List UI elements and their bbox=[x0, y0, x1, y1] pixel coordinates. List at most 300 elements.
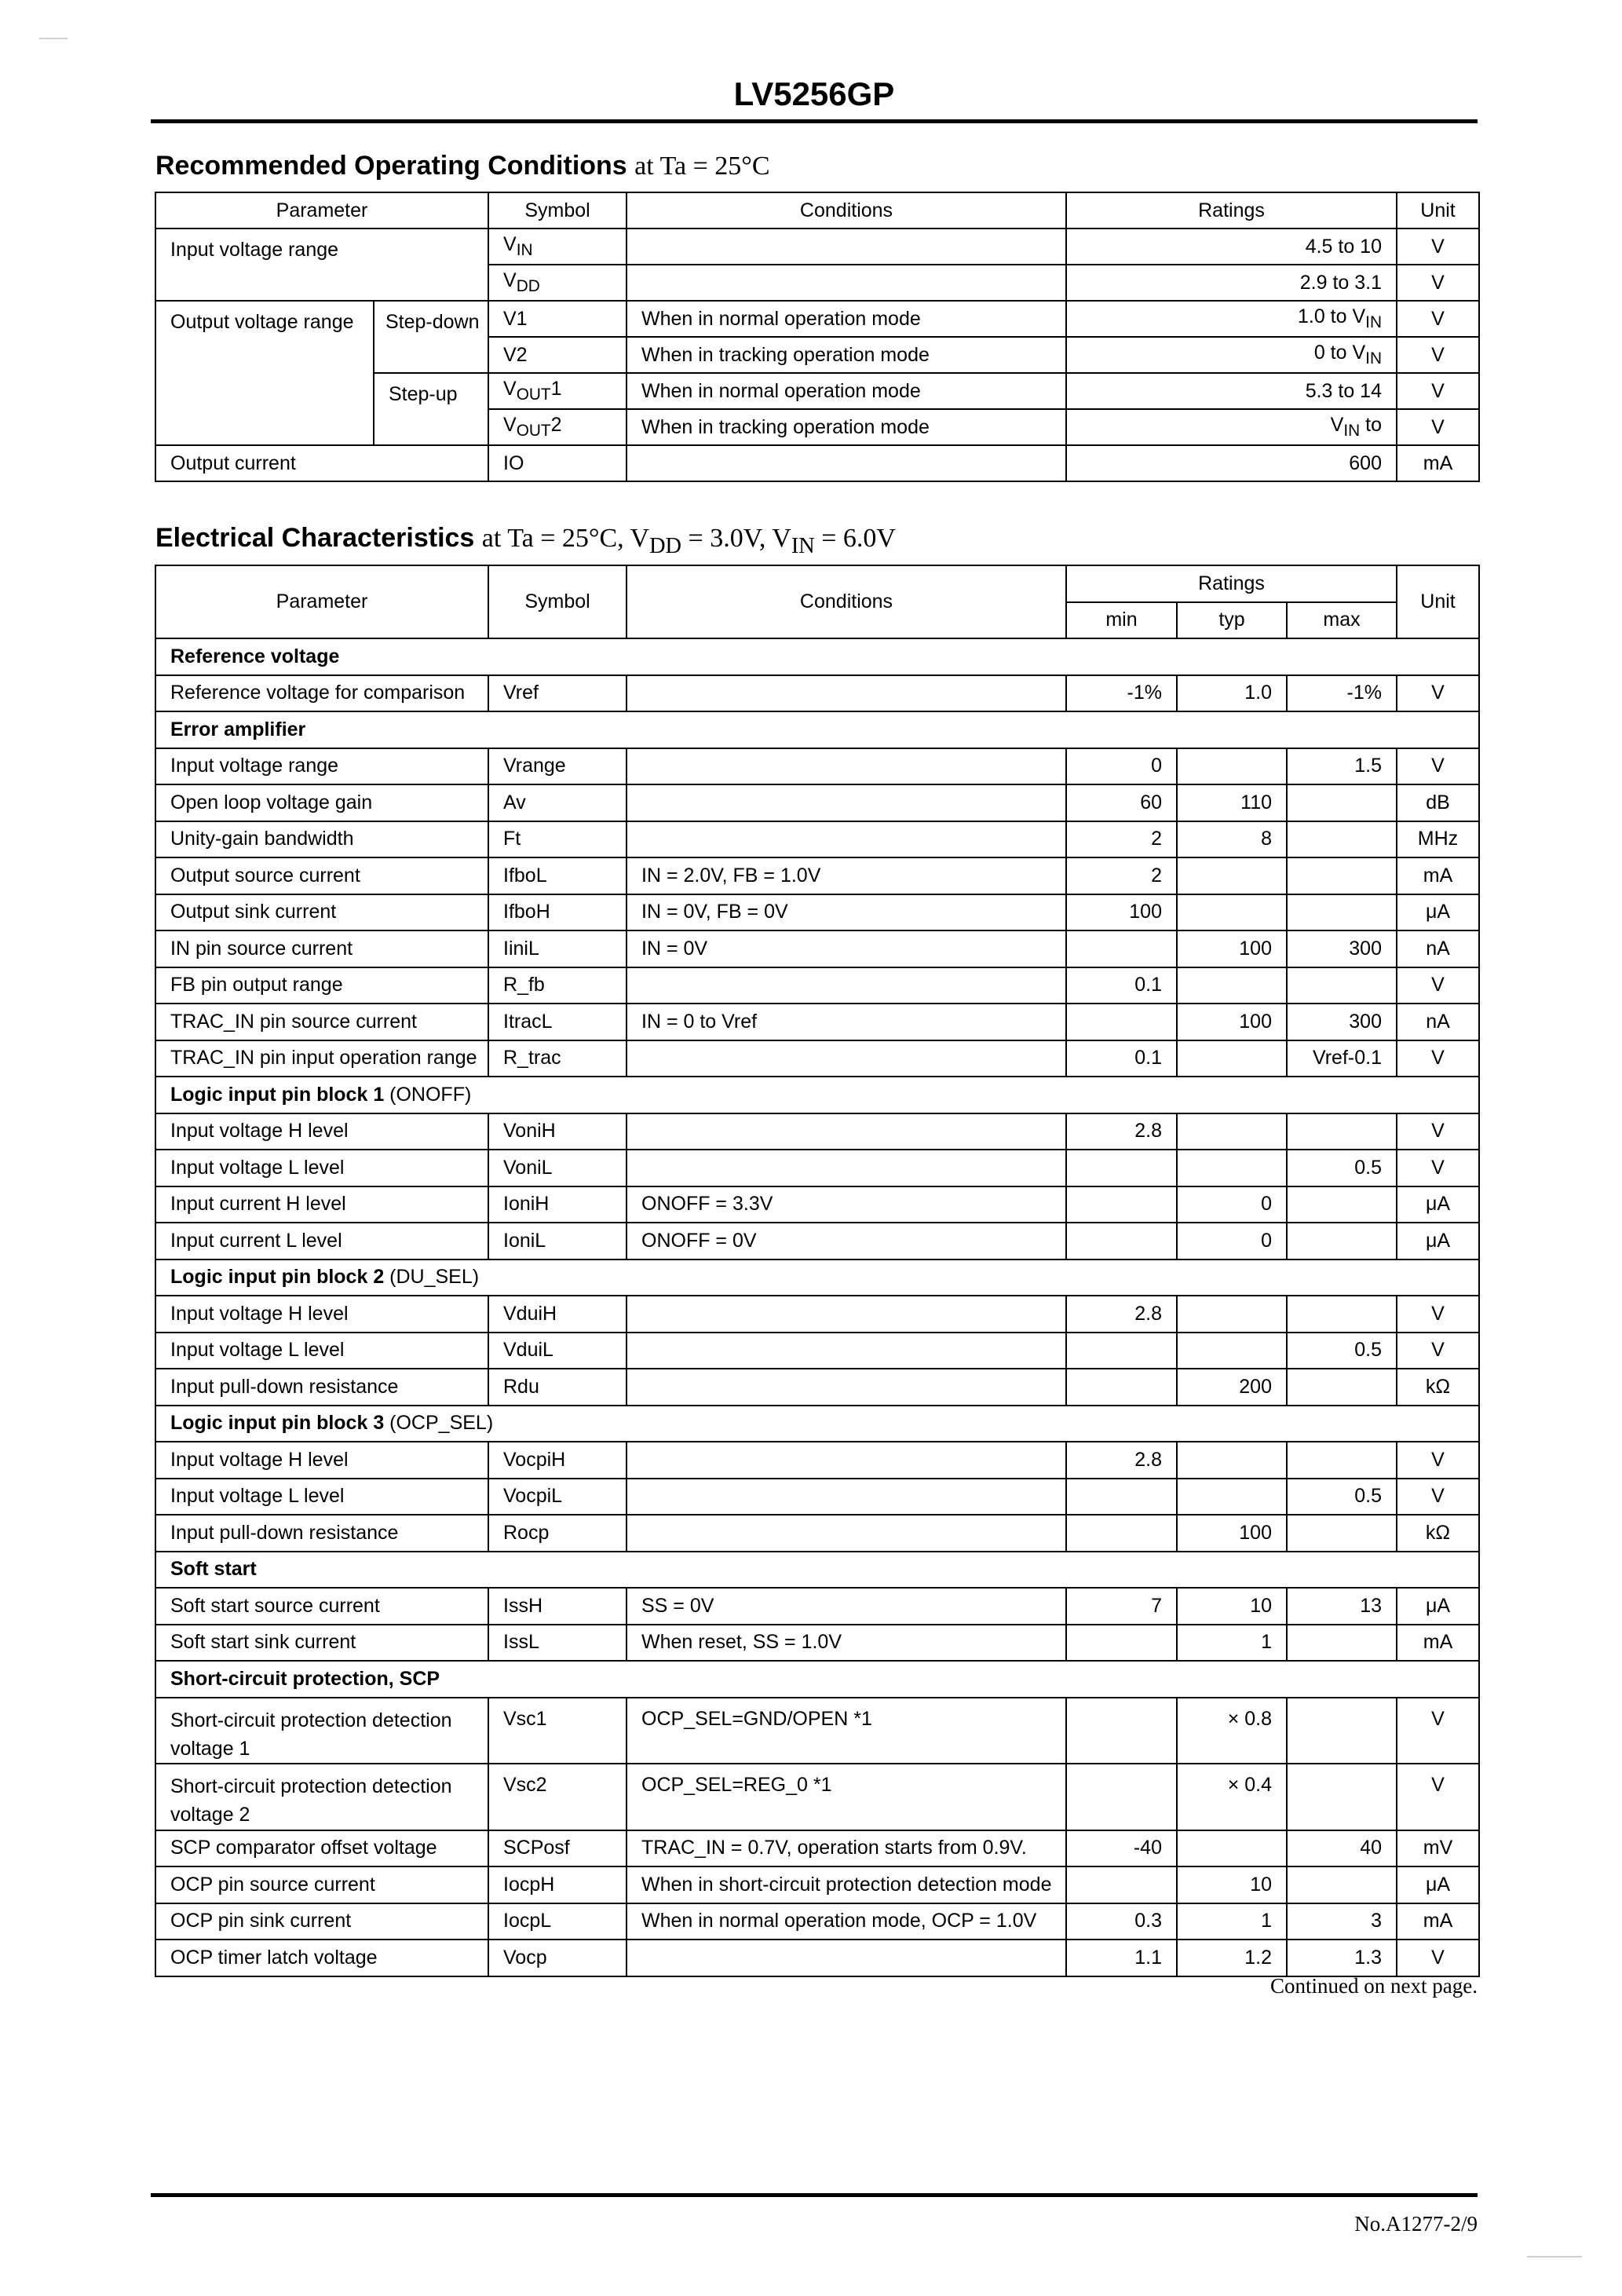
category-text: Logic input pin block 2 bbox=[170, 1266, 385, 1289]
table-row bbox=[155, 1479, 1479, 1515]
unit-cell: V bbox=[1397, 1333, 1479, 1369]
min-cell: 2.8 bbox=[1066, 1296, 1177, 1333]
min-cell: 1.1 bbox=[1066, 1940, 1177, 1976]
header-unit: Unit bbox=[1397, 192, 1479, 229]
min-cell bbox=[1066, 1369, 1177, 1406]
category-row-logic-block-3 bbox=[155, 1406, 1479, 1442]
typ-cell: 200 bbox=[1177, 1369, 1287, 1406]
unit-cell: mA bbox=[1397, 1903, 1479, 1940]
symbol-cell: VocpiL bbox=[488, 1479, 627, 1515]
param-cell: Soft start sink current bbox=[155, 1625, 488, 1662]
conditions-cell bbox=[627, 784, 1066, 821]
category-label bbox=[155, 1260, 1479, 1296]
header-symbol: Symbol bbox=[488, 565, 627, 638]
unit-cell: MHz bbox=[1397, 821, 1479, 858]
conditions-cell bbox=[627, 265, 1066, 301]
min-cell: 100 bbox=[1066, 894, 1177, 931]
unit-cell: V bbox=[1397, 1040, 1479, 1077]
table-row bbox=[155, 1764, 1479, 1830]
rating-subscript: IN bbox=[1343, 422, 1361, 441]
typ-cell bbox=[1177, 1150, 1287, 1186]
symbol-cell: R_fb bbox=[488, 967, 627, 1004]
typ-cell bbox=[1177, 1479, 1287, 1515]
category-text: Logic input pin block 1 bbox=[170, 1083, 385, 1106]
min-cell bbox=[1066, 1764, 1177, 1830]
param-cell: OCP timer latch voltage bbox=[155, 1940, 488, 1976]
symbol-cell: Vref bbox=[488, 675, 627, 712]
param-cell: TRAC_IN pin source current bbox=[155, 1004, 488, 1040]
table-row bbox=[155, 675, 1479, 712]
param-cell: Input voltage H level bbox=[155, 1296, 488, 1333]
table-row bbox=[155, 1223, 1479, 1260]
header-ratings: Ratings bbox=[1066, 565, 1397, 602]
min-cell bbox=[1066, 930, 1177, 967]
header-min: min bbox=[1066, 602, 1177, 639]
cond-subscript: IN bbox=[791, 533, 815, 558]
unit-cell: V bbox=[1397, 373, 1479, 409]
conditions-cell bbox=[627, 1515, 1066, 1552]
max-cell: 0.5 bbox=[1287, 1333, 1397, 1369]
document-title: LV5256GP bbox=[733, 75, 895, 112]
symbol-cell bbox=[488, 373, 627, 409]
symbol-cell: IoniH bbox=[488, 1186, 627, 1223]
min-cell bbox=[1066, 1515, 1177, 1552]
param-cell: Output source current bbox=[155, 857, 488, 894]
min-cell: -40 bbox=[1066, 1830, 1177, 1867]
max-cell bbox=[1287, 1764, 1397, 1830]
symbol-cell: SCPosf bbox=[488, 1830, 627, 1867]
min-cell: 60 bbox=[1066, 784, 1177, 821]
param-cell: Short-circuit protection detection voltage 1 bbox=[155, 1698, 488, 1764]
conditions-cell: When in normal operation mode, OCP = 1.0V bbox=[627, 1903, 1066, 1940]
symbol-subscript: DD bbox=[516, 277, 540, 296]
conditions-cell: When in short-circuit protection detection mode bbox=[627, 1866, 1066, 1903]
unit-cell: V bbox=[1397, 1150, 1479, 1186]
min-cell: 0.1 bbox=[1066, 1040, 1177, 1077]
param-cell: SCP comparator offset voltage bbox=[155, 1830, 488, 1867]
rating-text: 1.0 to V bbox=[1297, 305, 1366, 328]
min-cell bbox=[1066, 1223, 1177, 1260]
symbol-cell: V1 bbox=[488, 301, 627, 337]
unit-cell: mA bbox=[1397, 1625, 1479, 1662]
typ-cell: 0 bbox=[1177, 1223, 1287, 1260]
section-title-text: Recommended Operating Conditions bbox=[155, 151, 627, 181]
conditions-cell: When in normal operation mode bbox=[627, 373, 1066, 409]
unit-cell: V bbox=[1397, 229, 1479, 265]
symbol-cell: V2 bbox=[488, 337, 627, 373]
unit-cell: mA bbox=[1397, 857, 1479, 894]
min-cell bbox=[1066, 1479, 1177, 1515]
unit-cell: V bbox=[1397, 1442, 1479, 1479]
typ-cell bbox=[1177, 1830, 1287, 1867]
typ-cell: 1.2 bbox=[1177, 1940, 1287, 1976]
conditions-cell bbox=[627, 1333, 1066, 1369]
symbol-cell: Ft bbox=[488, 821, 627, 858]
recommended-conditions-title bbox=[155, 151, 770, 181]
param-cell: Input pull-down resistance bbox=[155, 1369, 488, 1406]
unit-cell: dB bbox=[1397, 784, 1479, 821]
symbol-cell: VduiL bbox=[488, 1333, 627, 1369]
table-row bbox=[155, 1940, 1479, 1976]
param-cell: TRAC_IN pin input operation range bbox=[155, 1040, 488, 1077]
unit-cell: V bbox=[1397, 1764, 1479, 1830]
unit-cell: nA bbox=[1397, 930, 1479, 967]
symbol-cell: IfboH bbox=[488, 894, 627, 931]
symbol-cell: Rdu bbox=[488, 1369, 627, 1406]
min-cell: 2 bbox=[1066, 821, 1177, 858]
table-row bbox=[155, 1588, 1479, 1625]
typ-cell: 0 bbox=[1177, 1186, 1287, 1223]
max-cell bbox=[1287, 967, 1397, 1004]
typ-cell: 110 bbox=[1177, 784, 1287, 821]
category-label: Reference voltage bbox=[155, 638, 1479, 675]
param-cell: Reference voltage for comparison bbox=[155, 675, 488, 712]
rating-subscript: IN bbox=[1365, 349, 1382, 368]
table-row bbox=[155, 1625, 1479, 1662]
conditions-cell bbox=[627, 748, 1066, 785]
header-conditions: Conditions bbox=[627, 565, 1066, 638]
max-cell bbox=[1287, 1625, 1397, 1662]
symbol-cell: IiniL bbox=[488, 930, 627, 967]
symbol-cell bbox=[488, 265, 627, 301]
unit-cell: μA bbox=[1397, 1186, 1479, 1223]
symbol-cell: IocpL bbox=[488, 1903, 627, 1940]
symbol-cell bbox=[488, 409, 627, 445]
symbol-suffix: 2 bbox=[550, 414, 562, 437]
category-label bbox=[155, 1406, 1479, 1442]
symbol-cell: IssL bbox=[488, 1625, 627, 1662]
header-symbol: Symbol bbox=[488, 192, 627, 229]
symbol-cell: VoniL bbox=[488, 1150, 627, 1186]
typ-cell: × 0.4 bbox=[1177, 1764, 1287, 1830]
min-cell bbox=[1066, 1186, 1177, 1223]
rating-cell: 2.9 to 3.1 bbox=[1066, 265, 1397, 301]
conditions-cell: When in tracking operation mode bbox=[627, 337, 1066, 373]
symbol-cell: IfboL bbox=[488, 857, 627, 894]
conditions-cell: IN = 0V bbox=[627, 930, 1066, 967]
page-number: No.A1277-2/9 bbox=[1354, 2212, 1478, 2236]
max-cell: -1% bbox=[1287, 675, 1397, 712]
typ-cell bbox=[1177, 967, 1287, 1004]
table-row bbox=[155, 1333, 1479, 1369]
symbol-cell: Rocp bbox=[488, 1515, 627, 1552]
header-conditions: Conditions bbox=[627, 192, 1066, 229]
max-cell bbox=[1287, 1515, 1397, 1552]
min-cell bbox=[1066, 1625, 1177, 1662]
max-cell bbox=[1287, 1296, 1397, 1333]
unit-cell: V bbox=[1397, 967, 1479, 1004]
param-cell: Input voltage H level bbox=[155, 1442, 488, 1479]
rating-subscript: IN bbox=[1365, 313, 1382, 332]
category-row-soft-start bbox=[155, 1552, 1479, 1589]
section-title-text: Electrical Characteristics bbox=[155, 523, 475, 553]
min-cell: 2.8 bbox=[1066, 1113, 1177, 1150]
symbol-subscript: OUT bbox=[516, 422, 551, 441]
param-cell: Input voltage L level bbox=[155, 1333, 488, 1369]
category-text: Logic input pin block 3 bbox=[170, 1412, 385, 1435]
category-row-logic-block-2 bbox=[155, 1260, 1479, 1296]
conditions-cell: OCP_SEL=REG_0 *1 bbox=[627, 1764, 1066, 1830]
param-input-voltage-range: Input voltage range bbox=[155, 229, 488, 301]
unit-cell: μA bbox=[1397, 1223, 1479, 1260]
recommended-conditions-table bbox=[155, 192, 1480, 482]
unit-cell: V bbox=[1397, 1940, 1479, 1976]
typ-cell bbox=[1177, 1442, 1287, 1479]
min-cell: 2 bbox=[1066, 857, 1177, 894]
unit-cell: mA bbox=[1397, 445, 1479, 481]
max-cell: 300 bbox=[1287, 930, 1397, 967]
cond-text: = 3.0V, V bbox=[681, 524, 791, 553]
header-max: max bbox=[1287, 602, 1397, 639]
symbol-cell: Vsc1 bbox=[488, 1698, 627, 1764]
unit-cell: V bbox=[1397, 675, 1479, 712]
param-step-up: Step-up bbox=[374, 373, 488, 445]
rating-cell bbox=[1066, 337, 1397, 373]
rating-cell: 4.5 to 10 bbox=[1066, 229, 1397, 265]
conditions-cell: When in tracking operation mode bbox=[627, 409, 1066, 445]
unit-cell: V bbox=[1397, 1479, 1479, 1515]
header-rule bbox=[151, 119, 1478, 123]
symbol-cell: Vocp bbox=[488, 1940, 627, 1976]
scan-mark bbox=[1527, 2256, 1582, 2258]
max-cell bbox=[1287, 1866, 1397, 1903]
symbol-subscript: IN bbox=[516, 241, 533, 260]
header-unit: Unit bbox=[1397, 565, 1479, 638]
max-cell bbox=[1287, 784, 1397, 821]
param-cell: Input voltage H level bbox=[155, 1113, 488, 1150]
param-cell: FB pin output range bbox=[155, 967, 488, 1004]
param-cell: Output sink current bbox=[155, 894, 488, 931]
param-cell: OCP pin source current bbox=[155, 1866, 488, 1903]
unit-cell: kΩ bbox=[1397, 1369, 1479, 1406]
unit-cell: kΩ bbox=[1397, 1515, 1479, 1552]
category-label: Short-circuit protection, SCP bbox=[155, 1661, 1479, 1698]
unit-cell: V bbox=[1397, 1698, 1479, 1764]
conditions-cell bbox=[627, 1369, 1066, 1406]
typ-cell: 1 bbox=[1177, 1625, 1287, 1662]
cond-subscript: DD bbox=[649, 533, 682, 558]
min-cell: 2.8 bbox=[1066, 1442, 1177, 1479]
symbol-cell: IocpH bbox=[488, 1866, 627, 1903]
max-cell bbox=[1287, 1698, 1397, 1764]
max-cell bbox=[1287, 857, 1397, 894]
typ-cell: 1 bbox=[1177, 1903, 1287, 1940]
typ-cell bbox=[1177, 857, 1287, 894]
conditions-cell bbox=[627, 1940, 1066, 1976]
param-cell: OCP pin sink current bbox=[155, 1903, 488, 1940]
rating-cell: 5.3 to 14 bbox=[1066, 373, 1397, 409]
typ-cell: 10 bbox=[1177, 1588, 1287, 1625]
table-row bbox=[155, 301, 1479, 337]
table-row bbox=[155, 894, 1479, 931]
symbol-cell: VoniH bbox=[488, 1113, 627, 1150]
table-row bbox=[155, 1866, 1479, 1903]
max-cell bbox=[1287, 1113, 1397, 1150]
conditions-cell: ONOFF = 0V bbox=[627, 1223, 1066, 1260]
conditions-cell bbox=[627, 821, 1066, 858]
table-row bbox=[155, 1113, 1479, 1150]
min-cell: 7 bbox=[1066, 1588, 1177, 1625]
max-cell bbox=[1287, 1369, 1397, 1406]
min-cell: 0.3 bbox=[1066, 1903, 1177, 1940]
unit-cell: μA bbox=[1397, 1588, 1479, 1625]
max-cell bbox=[1287, 821, 1397, 858]
symbol-cell bbox=[488, 229, 627, 265]
category-label: Error amplifier bbox=[155, 711, 1479, 748]
param-cell: Soft start source current bbox=[155, 1588, 488, 1625]
unit-cell: V bbox=[1397, 337, 1479, 373]
symbol-text: V bbox=[503, 233, 517, 256]
param-cell: IN pin source current bbox=[155, 930, 488, 967]
max-cell bbox=[1287, 1186, 1397, 1223]
typ-cell bbox=[1177, 1296, 1287, 1333]
conditions-cell: SS = 0V bbox=[627, 1588, 1066, 1625]
table-row bbox=[155, 784, 1479, 821]
conditions-cell: OCP_SEL=GND/OPEN *1 bbox=[627, 1698, 1066, 1764]
min-cell bbox=[1066, 1866, 1177, 1903]
symbol-subscript: OUT bbox=[516, 386, 551, 404]
table-row bbox=[155, 930, 1479, 967]
conditions-cell: ONOFF = 3.3V bbox=[627, 1186, 1066, 1223]
scan-mark bbox=[39, 38, 68, 39]
section-title-conditions bbox=[481, 524, 896, 558]
category-note: (ONOFF) bbox=[384, 1083, 472, 1106]
category-note: (OCP_SEL) bbox=[384, 1412, 494, 1435]
table-row bbox=[155, 1698, 1479, 1764]
table-row bbox=[155, 821, 1479, 858]
category-label bbox=[155, 1077, 1479, 1113]
rating-suffix: to bbox=[1360, 414, 1382, 437]
max-cell bbox=[1287, 1442, 1397, 1479]
param-output-current: Output current bbox=[155, 445, 488, 481]
electrical-characteristics-title bbox=[155, 523, 896, 559]
conditions-cell bbox=[627, 445, 1066, 481]
rating-cell: 600 bbox=[1066, 445, 1397, 481]
rating-cell bbox=[1066, 409, 1397, 445]
unit-cell: V bbox=[1397, 1113, 1479, 1150]
typ-cell: × 0.8 bbox=[1177, 1698, 1287, 1764]
conditions-cell: IN = 0 to Vref bbox=[627, 1004, 1066, 1040]
table-row bbox=[155, 857, 1479, 894]
max-cell bbox=[1287, 1223, 1397, 1260]
max-cell: 1.5 bbox=[1287, 748, 1397, 785]
conditions-cell: When in normal operation mode bbox=[627, 301, 1066, 337]
max-cell: Vref-0.1 bbox=[1287, 1040, 1397, 1077]
symbol-cell: Av bbox=[488, 784, 627, 821]
conditions-cell bbox=[627, 1113, 1066, 1150]
symbol-cell: IssH bbox=[488, 1588, 627, 1625]
header-ratings: Ratings bbox=[1066, 192, 1397, 229]
param-cell: Input pull-down resistance bbox=[155, 1515, 488, 1552]
max-cell bbox=[1287, 894, 1397, 931]
typ-cell: 100 bbox=[1177, 930, 1287, 967]
max-cell: 1.3 bbox=[1287, 1940, 1397, 1976]
symbol-text: V bbox=[503, 269, 517, 292]
section-title-conditions: at Ta = 25°C bbox=[634, 152, 770, 181]
typ-cell bbox=[1177, 1040, 1287, 1077]
param-output-voltage-range: Output voltage range bbox=[155, 301, 374, 445]
symbol-cell: VduiH bbox=[488, 1296, 627, 1333]
table-row bbox=[155, 1186, 1479, 1223]
electrical-characteristics-table bbox=[155, 565, 1480, 1977]
typ-cell: 10 bbox=[1177, 1866, 1287, 1903]
unit-cell: μA bbox=[1397, 894, 1479, 931]
symbol-cell: IoniL bbox=[488, 1223, 627, 1260]
param-cell: Input current L level bbox=[155, 1223, 488, 1260]
table-row bbox=[155, 1150, 1479, 1186]
table-row bbox=[155, 1903, 1479, 1940]
table-row bbox=[155, 1369, 1479, 1406]
param-cell: Unity-gain bandwidth bbox=[155, 821, 488, 858]
table-row bbox=[155, 1442, 1479, 1479]
conditions-cell bbox=[627, 229, 1066, 265]
min-cell: 0.1 bbox=[1066, 967, 1177, 1004]
symbol-suffix: 1 bbox=[550, 378, 562, 400]
symbol-cell: ItracL bbox=[488, 1004, 627, 1040]
min-cell bbox=[1066, 1698, 1177, 1764]
conditions-cell: TRAC_IN = 0.7V, operation starts from 0.9V. bbox=[627, 1830, 1066, 1867]
typ-cell bbox=[1177, 894, 1287, 931]
table-header-row bbox=[155, 565, 1479, 602]
rating-text: V bbox=[1330, 414, 1344, 437]
param-cell: Short-circuit protection detection voltage 2 bbox=[155, 1764, 488, 1830]
rating-cell bbox=[1066, 301, 1397, 337]
table-row bbox=[155, 229, 1479, 265]
cond-text: = 6.0V bbox=[814, 524, 896, 553]
max-cell: 40 bbox=[1287, 1830, 1397, 1867]
min-cell bbox=[1066, 1150, 1177, 1186]
unit-cell: V bbox=[1397, 1296, 1479, 1333]
category-label: Soft start bbox=[155, 1552, 1479, 1589]
conditions-cell: When reset, SS = 1.0V bbox=[627, 1625, 1066, 1662]
conditions-cell: IN = 0V, FB = 0V bbox=[627, 894, 1066, 931]
symbol-cell: Vrange bbox=[488, 748, 627, 785]
conditions-cell bbox=[627, 1296, 1066, 1333]
table-row bbox=[155, 445, 1479, 481]
header-typ: typ bbox=[1177, 602, 1287, 639]
typ-cell: 1.0 bbox=[1177, 675, 1287, 712]
unit-cell: V bbox=[1397, 301, 1479, 337]
cond-text: at Ta = 25°C, V bbox=[481, 524, 650, 553]
table-row bbox=[155, 1296, 1479, 1333]
unit-cell: V bbox=[1397, 409, 1479, 445]
min-cell: 0 bbox=[1066, 748, 1177, 785]
param-cell: Input current H level bbox=[155, 1186, 488, 1223]
symbol-cell: R_trac bbox=[488, 1040, 627, 1077]
conditions-cell bbox=[627, 1442, 1066, 1479]
unit-cell: V bbox=[1397, 748, 1479, 785]
table-row bbox=[155, 967, 1479, 1004]
param-step-down: Step-down bbox=[374, 301, 488, 373]
symbol-text: V bbox=[503, 378, 517, 400]
table-header-row bbox=[155, 192, 1479, 229]
unit-cell: μA bbox=[1397, 1866, 1479, 1903]
typ-cell bbox=[1177, 1333, 1287, 1369]
category-note: (DU_SEL) bbox=[384, 1266, 480, 1289]
typ-cell: 8 bbox=[1177, 821, 1287, 858]
conditions-cell bbox=[627, 1150, 1066, 1186]
unit-cell: mV bbox=[1397, 1830, 1479, 1867]
table-row bbox=[155, 1040, 1479, 1077]
param-cell: Input voltage L level bbox=[155, 1479, 488, 1515]
conditions-cell bbox=[627, 675, 1066, 712]
conditions-cell bbox=[627, 967, 1066, 1004]
header-parameter: Parameter bbox=[155, 565, 488, 638]
typ-cell: 100 bbox=[1177, 1515, 1287, 1552]
symbol-cell: VocpiH bbox=[488, 1442, 627, 1479]
unit-cell: nA bbox=[1397, 1004, 1479, 1040]
param-cell: Input voltage range bbox=[155, 748, 488, 785]
